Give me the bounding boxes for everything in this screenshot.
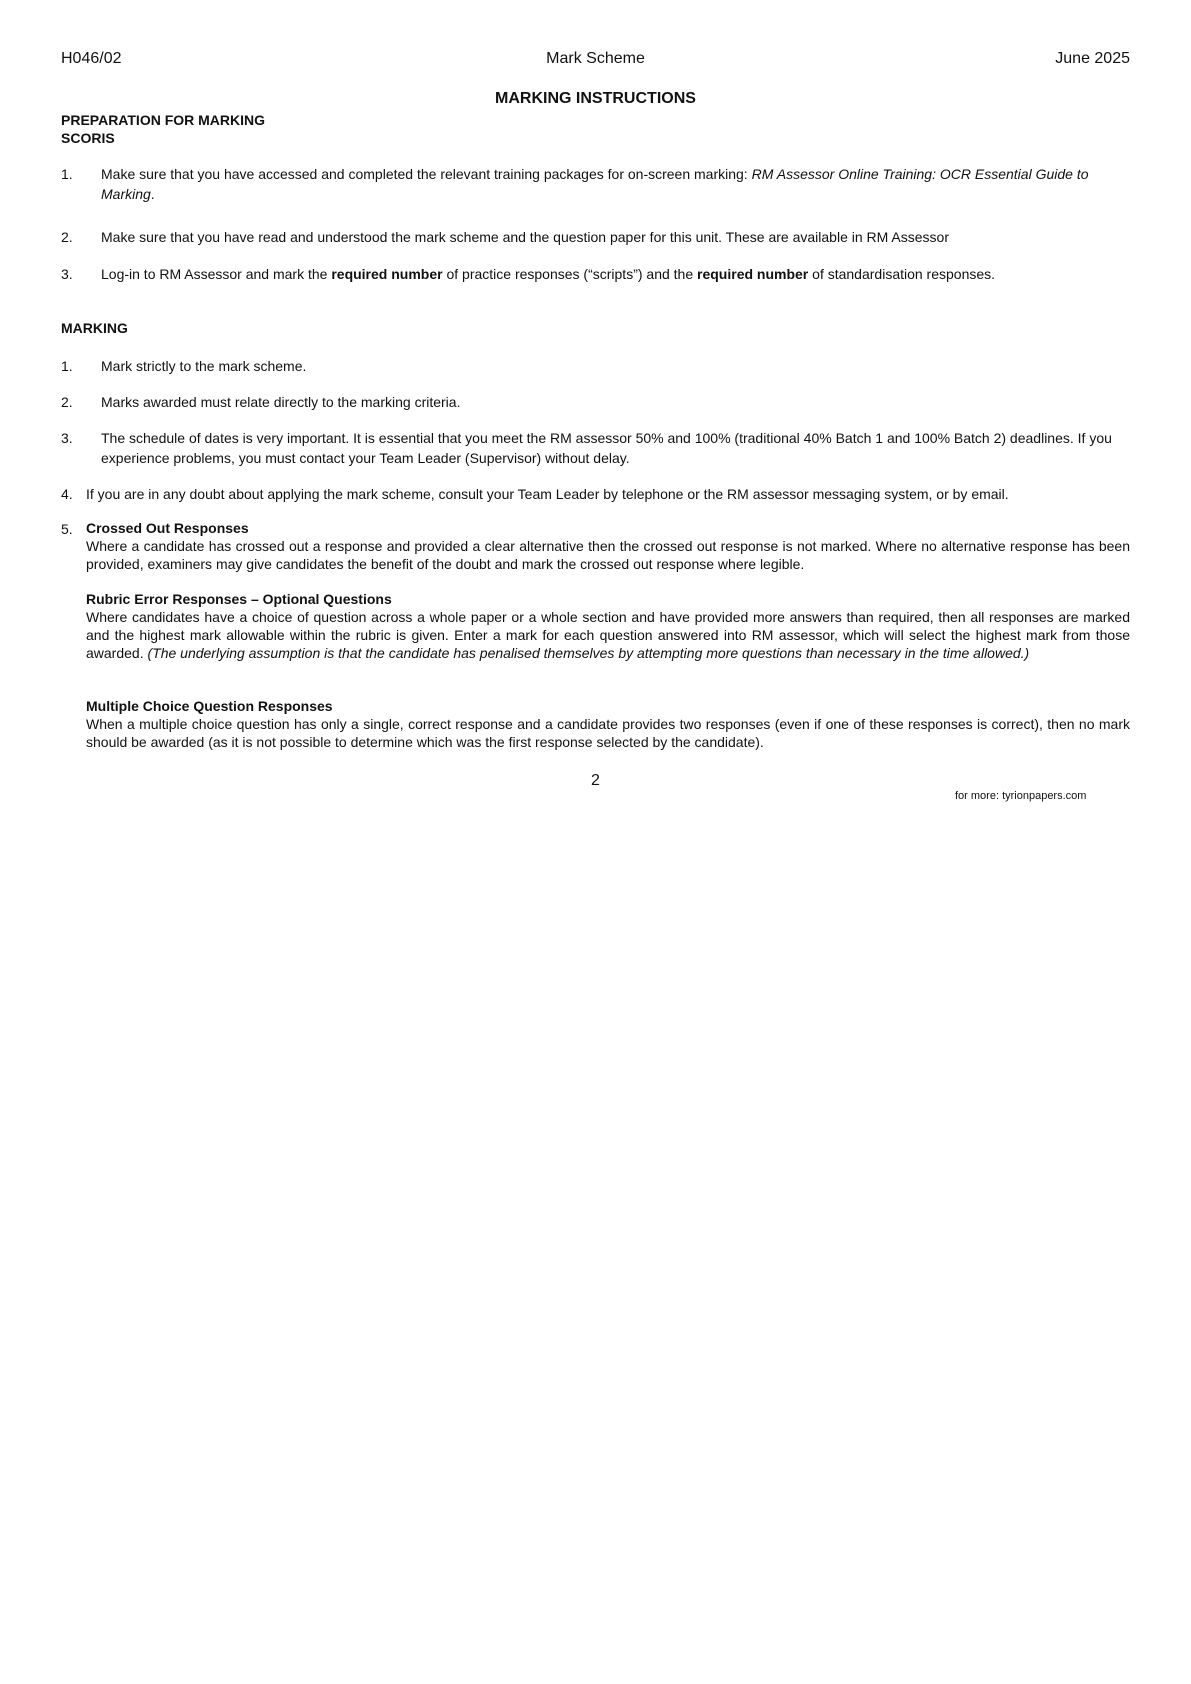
item-text: Make sure that you have read and understood the mark scheme and the question paper for this unit. These are available in RM Assessor <box>101 229 950 245</box>
item-number: 2. <box>61 394 73 410</box>
mcq-text: When a multiple choice question has only a single, correct response and a candidate provides two responses (even if one of these responses is correct), then no mark should be awarded (as it is not possible to determine which was the first response selected by the candidate). <box>86 716 1130 750</box>
marking-item-3 <box>61 428 1130 468</box>
item-text: Make sure that you have accessed and completed the relevant training packages for on-screen marking: <box>101 166 752 182</box>
scoris-heading: SCORIS <box>61 130 115 146</box>
item-text: The schedule of dates is very important. It is essential that you meet the RM assessor 50% and 100% (traditional 40% Batch 1 and 100% Batch 2) deadlines. If you experience problems, you must contact your Team Leader (Supervisor) without delay. <box>101 430 1112 466</box>
marking-item-5 <box>61 519 1130 573</box>
exam-date: June 2025 <box>1055 50 1130 67</box>
crossed-out-text: Where a candidate has crossed out a response and provided a clear alternative then the crossed out response is not marked. Where no alternative response has been provided, examiners may give candidates the benefit of the doubt and mark the crossed out response where legible. <box>86 538 1130 572</box>
item-text-end: . <box>150 186 155 202</box>
page-number: 2 <box>591 772 600 789</box>
item-number: 4. <box>61 486 73 502</box>
item-number: 5. <box>61 521 73 537</box>
mcq-section <box>86 697 1130 751</box>
marking-item-1 <box>61 356 1130 376</box>
item-text: of standardisation responses. <box>808 266 996 282</box>
item-bold-text: required number <box>697 266 809 282</box>
preparation-heading: PREPARATION FOR MARKING <box>61 112 266 128</box>
marking-item-4 <box>61 484 1130 504</box>
item-text: Marks awarded must relate directly to the marking criteria. <box>101 394 461 410</box>
item-number: 3. <box>61 430 73 446</box>
footer-link-text: for more: tyrionpapers.com <box>955 790 1087 802</box>
page-header <box>61 50 1130 72</box>
marking-item-2 <box>61 392 1130 412</box>
item-bold-text: required number <box>331 266 443 282</box>
item-number: 2. <box>61 229 73 245</box>
item-number: 1. <box>61 166 73 182</box>
page-title: MARKING INSTRUCTIONS <box>495 90 696 107</box>
item-italic-text: RM Assessor Online Training: OCR Essential Guide to Marking <box>101 166 1089 202</box>
prep-item-1 <box>61 164 1130 204</box>
mcq-heading: Multiple Choice Question Responses <box>86 698 333 714</box>
prep-item-3 <box>61 264 1130 284</box>
item-text: Log-in to RM Assessor and mark the <box>101 266 332 282</box>
crossed-out-heading: Crossed Out Responses <box>86 520 249 536</box>
rubric-italic-text: (The underlying assumption is that the candidate has penalised themselves by attempting more questions than necessary in the time allowed.) <box>147 645 1030 661</box>
item-number: 3. <box>61 266 73 282</box>
marking-heading: MARKING <box>61 320 128 336</box>
rubric-heading: Rubric Error Responses – Optional Questions <box>86 591 392 607</box>
paper-code: H046/02 <box>61 50 122 67</box>
rubric-section <box>86 590 1130 662</box>
document-type: Mark Scheme <box>546 50 645 67</box>
prep-item-2 <box>61 227 1130 247</box>
item-text: Mark strictly to the mark scheme. <box>101 358 307 374</box>
item-text: If you are in any doubt about applying the mark scheme, consult your Team Leader by telephone or the RM assessor messaging system, or by email. <box>86 486 1009 502</box>
item-number: 1. <box>61 358 73 374</box>
rubric-text: Where candidates have a choice of question across a whole paper or a whole section and have provided more answers than required, then all responses are marked and the highest mark allowable within the rubric is given. Enter a mark for each question answered into RM assessor, which will select the highest mark from those awarded. <box>86 609 1130 661</box>
item-text: of practice responses (“scripts”) and the <box>442 266 698 282</box>
